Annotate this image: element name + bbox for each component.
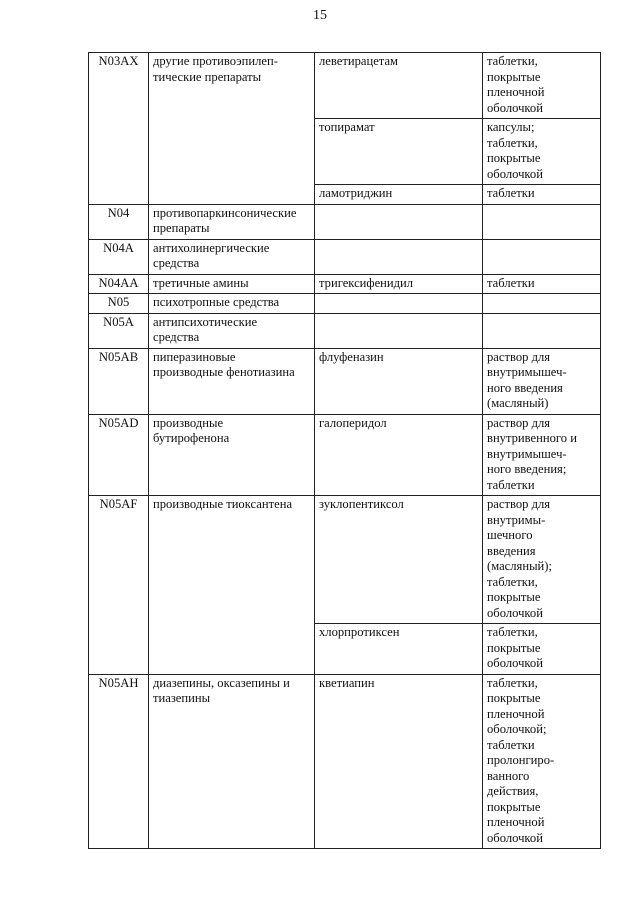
table-row (89, 274, 601, 294)
group-name: диазепины, оксазепины и тиазепины (149, 674, 315, 849)
dosage-form: таблетки, покрытые оболочкой (483, 624, 601, 675)
drug-name (315, 294, 483, 314)
group-name: психотропные средства (149, 294, 315, 314)
group-name: антихолинергические средства (149, 239, 315, 274)
drug-name: топирамат (315, 119, 483, 185)
drug-name: леветирацетам (315, 53, 483, 119)
dosage-form (483, 204, 601, 239)
group-name: другие противоэпилеп- тические препараты (149, 53, 315, 205)
table-row (89, 496, 601, 624)
atc-code: N05AB (89, 348, 149, 414)
atc-code: N04AA (89, 274, 149, 294)
group-name: антипсихотические средства (149, 313, 315, 348)
drug-table (88, 52, 601, 849)
group-name: противопаркинсонические препараты (149, 204, 315, 239)
atc-code: N04A (89, 239, 149, 274)
atc-code: N03AX (89, 53, 149, 205)
drug-name (315, 239, 483, 274)
dosage-form: раствор для внутримышеч- ного введения (масляный) (483, 348, 601, 414)
group-name: третичные амины (149, 274, 315, 294)
dosage-form: таблетки, покрытые пленочной оболочкой; таблетки пролонгиро- ванного действия, покрытые пленочной оболочкой (483, 674, 601, 849)
group-name: пиперазиновые производные фенотиазина (149, 348, 315, 414)
group-name: производные тиоксантена (149, 496, 315, 675)
table-row (89, 414, 601, 496)
drug-name: хлорпротиксен (315, 624, 483, 675)
drug-name: тригексифенидил (315, 274, 483, 294)
atc-code: N05AF (89, 496, 149, 675)
atc-code: N05A (89, 313, 149, 348)
drug-name (315, 204, 483, 239)
dosage-form (483, 313, 601, 348)
group-name: производные бутирофенона (149, 414, 315, 496)
table-row (89, 204, 601, 239)
dosage-form: таблетки, покрытые пленочной оболочкой (483, 53, 601, 119)
dosage-form: таблетки (483, 185, 601, 205)
dosage-form (483, 239, 601, 274)
atc-code: N05AD (89, 414, 149, 496)
dosage-form: раствор для внутримы- шечного введения (масляный); таблетки, покрытые оболочкой (483, 496, 601, 624)
table-row (89, 239, 601, 274)
atc-code: N04 (89, 204, 149, 239)
dosage-form: капсулы; таблетки, покрытые оболочкой (483, 119, 601, 185)
dosage-form: таблетки (483, 274, 601, 294)
drug-name (315, 313, 483, 348)
atc-code: N05 (89, 294, 149, 314)
table-row (89, 294, 601, 314)
table-row (89, 348, 601, 414)
table-row (89, 674, 601, 849)
drug-name: флуфеназин (315, 348, 483, 414)
drug-name: ламотриджин (315, 185, 483, 205)
drug-name: галоперидол (315, 414, 483, 496)
dosage-form (483, 294, 601, 314)
drug-name: кветиапин (315, 674, 483, 849)
page-number: 15 (313, 8, 327, 23)
table-row (89, 53, 601, 119)
drug-name: зуклопентиксол (315, 496, 483, 624)
table-row (89, 313, 601, 348)
atc-code: N05AH (89, 674, 149, 849)
dosage-form: раствор для внутривенного и внутримышеч- ного введения; таблетки (483, 414, 601, 496)
